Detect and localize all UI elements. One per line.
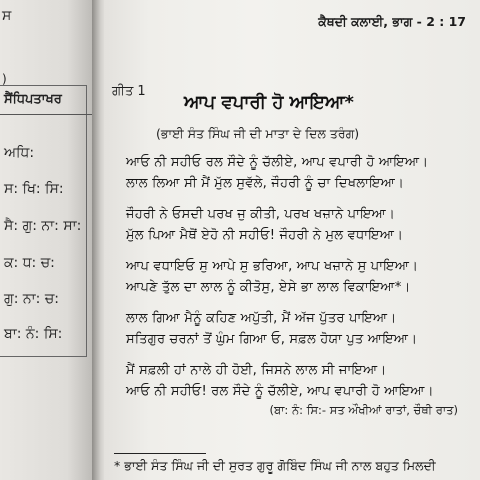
book-page [104, 0, 480, 480]
verse-line: ਜੌਹਰੀ ਨੇ ਓਸਦੀ ਪਰਖ ਜੁ ਕੀਤੀ, ਪਰਖ ਖਜ਼ਾਨੇ ਪਾਇਆ। [126, 207, 395, 222]
left-page-line: ਸ: ਖਿ: ਸਿ: [4, 181, 64, 197]
poem-subtitle: (ਭਾਈ ਸੰਤ ਸਿੰਘ ਜੀ ਦੀ ਮਾਤਾ ਦੇ ਦਿਲ ਤਰੰਗ) [156, 126, 360, 141]
left-page-fragment-top: ਸ [2, 8, 12, 24]
left-page-line: ਅਧਿ: [4, 145, 35, 161]
verse-line: ਆਓ ਨੀ ਸਹੀਓ ਰਲ ਸੌਦੇ ਨੂੰ ਚੱਲੀਏ, ਆਪ ਵਪਾਰੀ ਹੋ ਆਇਆ। [126, 155, 429, 170]
running-head: ਕੈਥਦੀ ਕਲਾਈ, ਭਾਗ - 2 : 17 [318, 14, 466, 29]
poem-title: ਆਪ ਵਪਾਰੀ ਹੋ ਆਇਆ* [184, 92, 354, 113]
previous-page [0, 0, 96, 480]
verse-line: ਸਤਿਗੁਰ ਚਰਨਾਂ ਤੋਂ ਘੁੰਮ ਗਿਆ ਓ, ਸਫ਼ਲ ਹੋਯਾ ਪੁਤ ਆਇਆ। [126, 332, 418, 347]
left-page-line: ਕ: ਧ: ਚ: [4, 255, 55, 271]
verse-line: ਆਪ ਵਧਾਇਓ ਸੁ ਆਪੇ ਸੁ ਭਰਿਆ, ਆਪ ਖਜ਼ਾਨੇ ਸੁ ਪਾਇਆ। [126, 259, 419, 274]
verse-line: ਲਾਲ ਲਿਆ ਸੀ ਮੈਂ ਮੁੱਲ ਸੁਵੱਲੇ, ਜੌਹਰੀ ਨੂੰ ਚਾ ਦਿਖਲਾਇਆ। [126, 176, 405, 191]
verse-line: ਮੁੱਲ ਪਿਆ ਮੈਥੋਂ ਏਹੋ ਨੀ ਸਹੀਓ! ਜੌਹਰੀ ਨੇ ਮੁਲ ਵਧਾਇਆ। [126, 228, 404, 243]
verse-line: ਮੈਂ ਸਫ਼ਲੀ ਹਾਂ ਨਾਲੇ ਹੀ ਹੋਈ, ਜਿਸਨੇ ਲਾਲ ਸੀ ਜਾਇਆ। [126, 363, 387, 378]
left-page-line: ਗੁ: ਨਾ: ਚ: [4, 291, 59, 307]
song-number-label: ਗੀਤ 1 [112, 84, 146, 99]
left-page-line: ਬਾ: ਨੰ: ਸਿ: [4, 326, 63, 342]
left-page-heading: ਸੈਂਧਿਪਤਾਖਰ [4, 92, 62, 107]
footnote-divider [114, 453, 206, 454]
verse-line: ਆਪਣੇ ਤੁੱਲ ਦਾ ਲਾਲ ਨੂੰ ਕੀਤੋਸੁ, ਏਸੇ ਭਾ ਲਾਲ ਵਿਕਾਇਆ*। [126, 280, 411, 295]
left-page-divider [0, 114, 96, 115]
left-page-line: ਸੈ: ਗੁ: ਨਾ: ਸਾ: [4, 218, 82, 234]
verse-line: ਲਾਲ ਗਿਆ ਮੈਨੂੰ ਕਹਿਣ ਅਪੁੱਤੀ, ਮੈਂ ਅੱਜ ਪੁੱਤਰ ਪਾਇਆ। [126, 311, 397, 326]
source-citation: (ਬਾ: ਨੰ: ਸਿ:- ਸਤ ਔਖੀਆਂ ਰਾਤਾਂ, ਚੌਥੀ ਰਾਤ) [269, 403, 458, 417]
verse-line: ਆਓ ਨੀ ਸਹੀਓ! ਰਲ ਸੌਦੇ ਨੂੰ ਚੱਲੀਏ, ਆਪ ਵਪਾਰੀ ਹੋ ਆਇਆ। [126, 384, 434, 399]
left-page-fragment-mid: ) [2, 72, 7, 86]
footnote: * ਭਾਈ ਸੰਤ ਸਿੰਘ ਜੀ ਦੀ ਸੁਰਤ ਗੁਰੂ ਗੋਬਿੰਦ ਸਿੰਘ ਜੀ ਨਾਲ ਬਹੁਤ ਮਿਲਦੀ [114, 458, 436, 473]
